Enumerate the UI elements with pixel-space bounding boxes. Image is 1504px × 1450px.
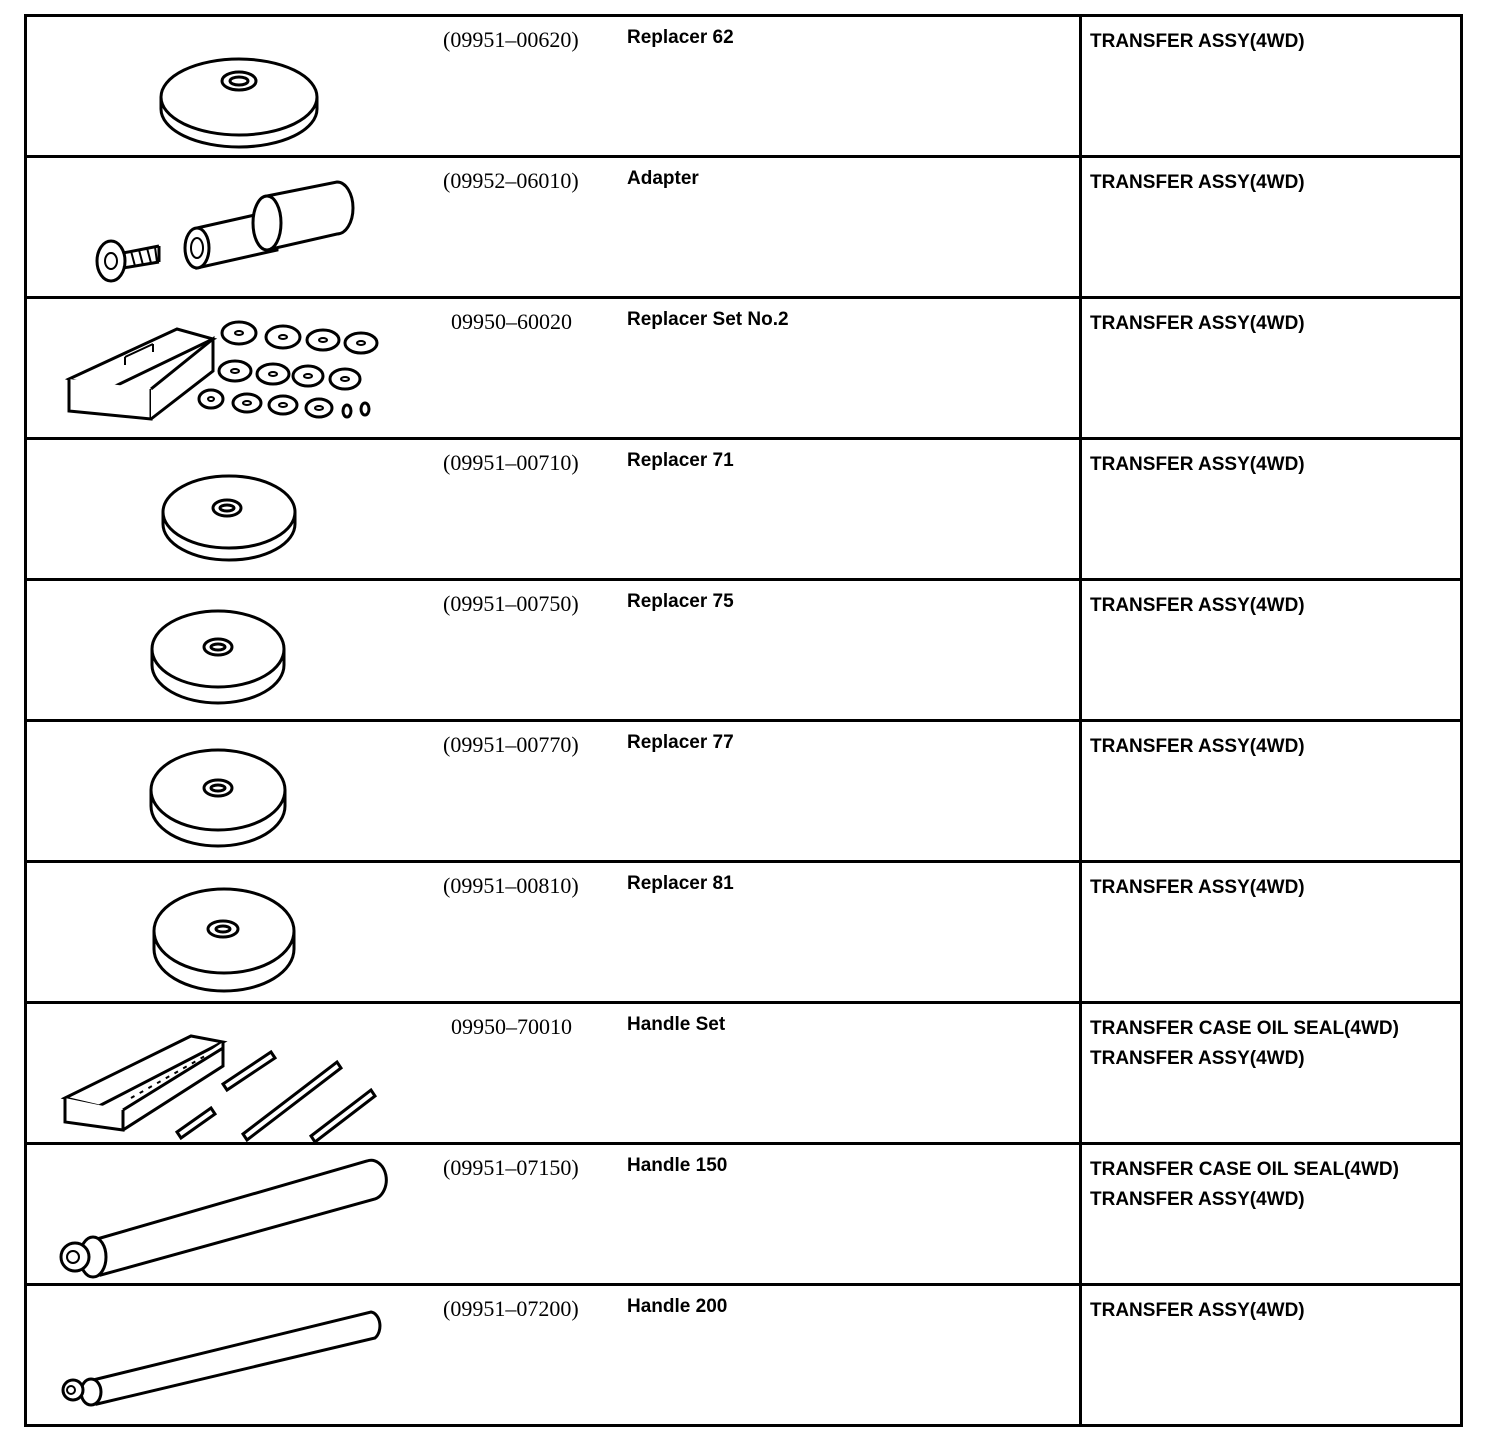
table-row xyxy=(27,1286,1460,1427)
application-item: TRANSFER ASSY(4WD) xyxy=(1090,1048,1305,1069)
column-divider xyxy=(1079,158,1082,296)
tool-part-number: 09950–60020 xyxy=(451,309,572,334)
tool-applications xyxy=(1090,1155,1460,1215)
table-row xyxy=(27,440,1460,581)
tool-applications xyxy=(1090,591,1460,621)
tool-name: Replacer 71 xyxy=(627,450,734,471)
replacer-disc-icon xyxy=(27,17,427,158)
column-divider xyxy=(1079,17,1082,155)
tool-name: Replacer 81 xyxy=(627,873,734,894)
tool-part-number: (09951–00750) xyxy=(443,591,579,616)
tool-applications xyxy=(1090,1296,1460,1326)
handle-icon xyxy=(27,1286,427,1427)
application-item: TRANSFER ASSY(4WD) xyxy=(1090,736,1305,757)
application-item: TRANSFER ASSY(4WD) xyxy=(1090,1300,1305,1321)
tool-applications xyxy=(1090,1014,1460,1074)
table-row xyxy=(27,158,1460,299)
tool-name: Handle Set xyxy=(627,1014,726,1035)
table-row xyxy=(27,1145,1460,1286)
application-item: TRANSFER ASSY(4WD) xyxy=(1090,31,1305,52)
tool-part-number: (09951–00810) xyxy=(443,873,579,898)
tool-name: Replacer 77 xyxy=(627,732,734,753)
tool-name: Replacer Set No.2 xyxy=(627,309,789,330)
application-item: TRANSFER ASSY(4WD) xyxy=(1090,595,1305,616)
tool-table xyxy=(24,14,1463,1427)
column-divider xyxy=(1079,581,1082,719)
column-divider xyxy=(1079,1145,1082,1283)
tool-name: Replacer 75 xyxy=(627,591,734,612)
tool-name: Replacer 62 xyxy=(627,27,734,48)
tool-name: Handle 150 xyxy=(627,1155,728,1176)
tool-name: Adapter xyxy=(627,168,699,189)
tool-applications xyxy=(1090,450,1460,480)
table-row xyxy=(27,1004,1460,1145)
tool-part-number: 09950–70010 xyxy=(451,1014,572,1039)
handle-icon xyxy=(27,1145,427,1286)
tool-part-number: (09951–00710) xyxy=(443,450,579,475)
application-item: TRANSFER ASSY(4WD) xyxy=(1090,1189,1305,1210)
table-row xyxy=(27,863,1460,1004)
application-item: TRANSFER ASSY(4WD) xyxy=(1090,172,1305,193)
tool-part-number: (09951–00770) xyxy=(443,732,579,757)
application-item: TRANSFER ASSY(4WD) xyxy=(1090,454,1305,475)
tool-part-number: (09951–00620) xyxy=(443,27,579,52)
column-divider xyxy=(1079,1286,1082,1427)
table-row xyxy=(27,17,1460,158)
column-divider xyxy=(1079,863,1082,1001)
replacer-disc-icon xyxy=(27,722,427,863)
application-item: TRANSFER CASE OIL SEAL(4WD) xyxy=(1090,1018,1399,1039)
replacer-disc-icon xyxy=(27,863,427,1004)
column-divider xyxy=(1079,299,1082,437)
application-item: TRANSFER ASSY(4WD) xyxy=(1090,313,1305,334)
handle-set-icon xyxy=(27,1004,427,1145)
table-row xyxy=(27,581,1460,722)
column-divider xyxy=(1079,440,1082,578)
table-row xyxy=(27,299,1460,440)
tool-part-number: (09951–07200) xyxy=(443,1296,579,1321)
tool-part-number: (09951–07150) xyxy=(443,1155,579,1180)
tool-applications xyxy=(1090,732,1460,762)
tool-name: Handle 200 xyxy=(627,1296,728,1317)
tool-applications xyxy=(1090,27,1460,57)
adapter-icon xyxy=(27,158,427,299)
replacer-disc-icon xyxy=(27,581,427,722)
tool-applications xyxy=(1090,309,1460,339)
tool-applications xyxy=(1090,873,1460,903)
table-row xyxy=(27,722,1460,863)
replacer-set-icon xyxy=(27,299,427,440)
application-item: TRANSFER CASE OIL SEAL(4WD) xyxy=(1090,1159,1399,1180)
application-item: TRANSFER ASSY(4WD) xyxy=(1090,877,1305,898)
tool-part-number: (09952–06010) xyxy=(443,168,579,193)
column-divider xyxy=(1079,722,1082,860)
column-divider xyxy=(1079,1004,1082,1142)
tool-applications xyxy=(1090,168,1460,198)
replacer-disc-icon xyxy=(27,440,427,581)
